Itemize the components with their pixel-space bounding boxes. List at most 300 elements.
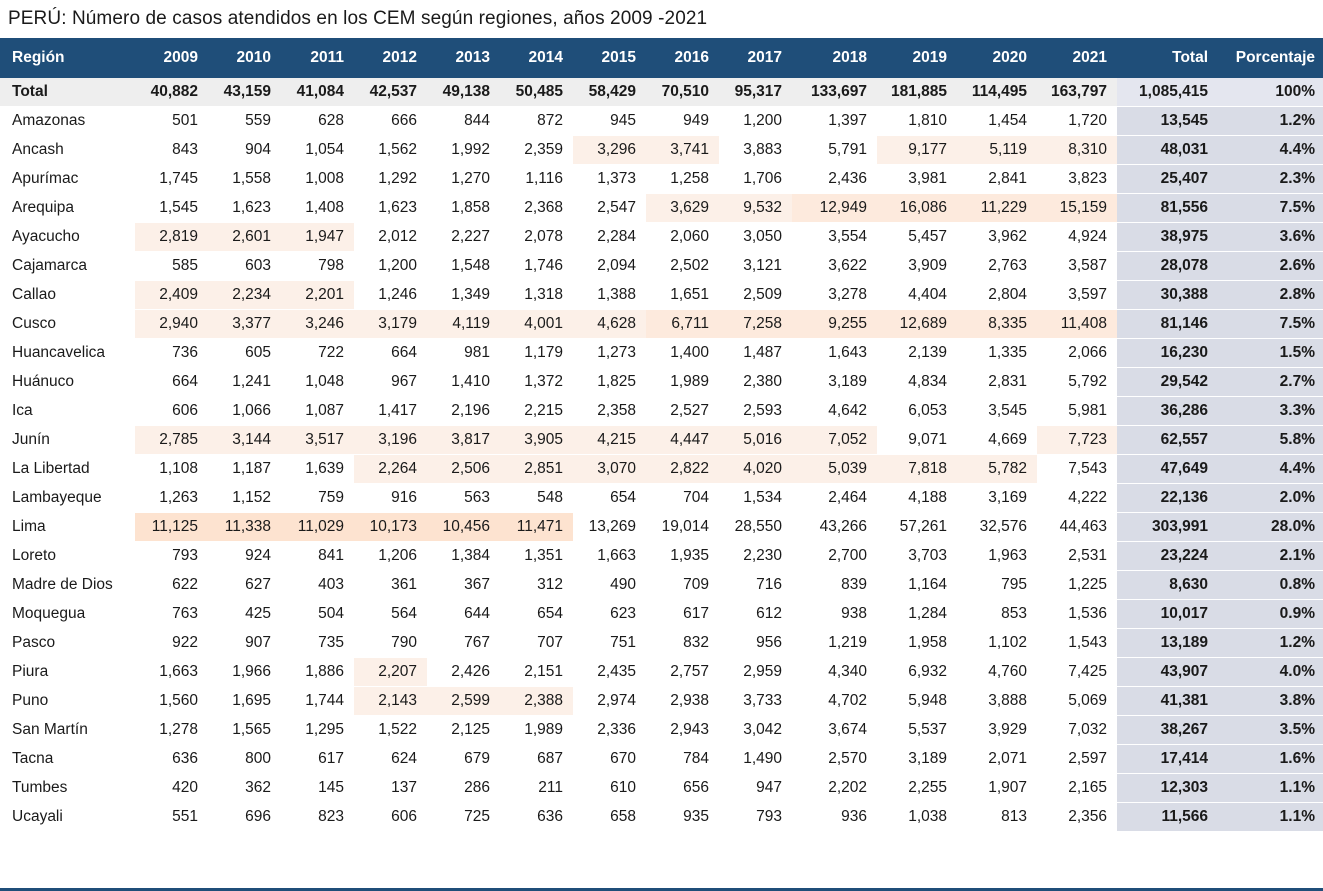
cell-value: 11,029 [281,513,354,542]
cell-value: 2,143 [354,687,427,716]
cell-year-total: 43,159 [208,78,281,107]
cell-value: 2,201 [281,281,354,310]
cell-value: 1,744 [281,687,354,716]
table-row [0,165,1323,194]
cell-value: 981 [427,339,500,368]
cell-value: 2,464 [792,484,877,513]
cell-value: 1,263 [135,484,208,513]
table-body [0,78,1323,832]
cell-value: 1,388 [573,281,646,310]
cell-value: 3,905 [500,426,573,455]
table-row [0,281,1323,310]
cell-value: 1,295 [281,716,354,745]
table-row [0,368,1323,397]
cell-value: 1,206 [354,542,427,571]
cell-value: 654 [500,600,573,629]
cell-value: 2,202 [792,774,877,803]
row-label: Amazonas [0,107,135,136]
cell-value: 2,506 [427,455,500,484]
row-label: Lambayeque [0,484,135,513]
cell-value: 1,966 [208,658,281,687]
cell-value: 1,522 [354,716,427,745]
table-row [0,194,1323,223]
cell-value: 2,336 [573,716,646,745]
row-label: Piura [0,658,135,687]
cell-value: 2,531 [1037,542,1117,571]
cell-value: 3,121 [719,252,792,281]
cell-value: 2,196 [427,397,500,426]
cell-value: 722 [281,339,354,368]
cell-value: 844 [427,107,500,136]
cell-value: 606 [354,803,427,832]
cell-value: 2,234 [208,281,281,310]
cell-year-total: 133,697 [792,78,877,107]
cell-value: 4,404 [877,281,957,310]
cell-value: 43,266 [792,513,877,542]
cell-row-percent: 2.7% [1222,368,1323,397]
cell-row-total: 10,017 [1117,600,1222,629]
cell-value: 5,069 [1037,687,1117,716]
cell-value: 654 [573,484,646,513]
cell-value: 8,310 [1037,136,1117,165]
cell-value: 1,246 [354,281,427,310]
cell-row-total: 1,085,415 [1117,78,1222,107]
table-row [0,716,1323,745]
cell-value: 1,164 [877,571,957,600]
row-label: Cajamarca [0,252,135,281]
cell-value: 1,400 [646,339,719,368]
cell-value: 3,703 [877,542,957,571]
cell-value: 16,086 [877,194,957,223]
cell-value: 6,932 [877,658,957,687]
cell-value: 563 [427,484,500,513]
cell-value: 956 [719,629,792,658]
cell-value: 3,296 [573,136,646,165]
cell-value: 1,663 [573,542,646,571]
cell-value: 1,225 [1037,571,1117,600]
cell-row-percent: 1.1% [1222,803,1323,832]
cell-year-total: 70,510 [646,78,719,107]
cell-value: 3,981 [877,165,957,194]
cell-value: 1,454 [957,107,1037,136]
column-header-year: 2018 [792,38,877,78]
cell-value: 2,763 [957,252,1037,281]
cell-row-total: 30,388 [1117,281,1222,310]
cell-value: 784 [646,745,719,774]
cell-value: 4,642 [792,397,877,426]
cell-row-total: 28,078 [1117,252,1222,281]
cell-value: 947 [719,774,792,803]
cell-row-total: 81,146 [1117,310,1222,339]
cell-value: 7,818 [877,455,957,484]
cell-value: 501 [135,107,208,136]
row-label: Ancash [0,136,135,165]
cell-row-percent: 2.6% [1222,252,1323,281]
cell-row-percent: 1.6% [1222,745,1323,774]
cell-value: 839 [792,571,877,600]
cell-value: 2,502 [646,252,719,281]
cell-value: 1,066 [208,397,281,426]
cell-value: 4,628 [573,310,646,339]
cell-value: 559 [208,107,281,136]
cell-value: 7,032 [1037,716,1117,745]
cell-value: 3,189 [877,745,957,774]
cell-row-percent: 4.0% [1222,658,1323,687]
cell-value: 286 [427,774,500,803]
cell-value: 10,456 [427,513,500,542]
cell-value: 1,258 [646,165,719,194]
cell-value: 137 [354,774,427,803]
cell-value: 5,457 [877,223,957,252]
cell-value: 11,125 [135,513,208,542]
cell-value: 610 [573,774,646,803]
cell-row-percent: 3.8% [1222,687,1323,716]
cell-value: 11,408 [1037,310,1117,339]
table-header [0,38,1323,78]
cell-value: 1,663 [135,658,208,687]
cell-value: 606 [135,397,208,426]
cell-value: 2,284 [573,223,646,252]
cell-row-percent: 1.2% [1222,629,1323,658]
cell-value: 3,050 [719,223,792,252]
row-label: San Martín [0,716,135,745]
cell-value: 362 [208,774,281,803]
cell-value: 2,060 [646,223,719,252]
cell-value: 2,959 [719,658,792,687]
cell-value: 1,241 [208,368,281,397]
cell-row-percent: 2.0% [1222,484,1323,513]
cell-row-percent: 28.0% [1222,513,1323,542]
column-header-year: 2010 [208,38,281,78]
cell-value: 670 [573,745,646,774]
cell-value: 2,368 [500,194,573,223]
cell-year-total: 58,429 [573,78,646,107]
cell-value: 5,981 [1037,397,1117,426]
cell-value: 922 [135,629,208,658]
cell-value: 12,689 [877,310,957,339]
cell-value: 1,116 [500,165,573,194]
cell-value: 2,207 [354,658,427,687]
cell-value: 1,639 [281,455,354,484]
cell-value: 3,929 [957,716,1037,745]
cell-value: 2,547 [573,194,646,223]
table-row [0,136,1323,165]
cell-value: 1,745 [135,165,208,194]
cell-value: 3,169 [957,484,1037,513]
cell-value: 3,554 [792,223,877,252]
table-row [0,513,1323,542]
cell-value: 1,825 [573,368,646,397]
cell-value: 585 [135,252,208,281]
cell-value: 2,066 [1037,339,1117,368]
cell-value: 211 [500,774,573,803]
cell-value: 2,938 [646,687,719,716]
cell-value: 2,974 [573,687,646,716]
cell-value: 1,545 [135,194,208,223]
cell-value: 679 [427,745,500,774]
cell-row-total: 23,224 [1117,542,1222,571]
cell-value: 1,560 [135,687,208,716]
cell-value: 2,409 [135,281,208,310]
cell-value: 2,255 [877,774,957,803]
cell-value: 800 [208,745,281,774]
cell-value: 4,760 [957,658,1037,687]
column-header-year: 2016 [646,38,719,78]
cell-value: 1,273 [573,339,646,368]
cell-value: 1,623 [208,194,281,223]
cell-value: 3,144 [208,426,281,455]
cell-value: 1,963 [957,542,1037,571]
table-row-total [0,78,1323,107]
table-row [0,252,1323,281]
cell-value: 1,543 [1037,629,1117,658]
row-label: Tacna [0,745,135,774]
cell-value: 916 [354,484,427,513]
row-label: La Libertad [0,455,135,484]
cell-value: 3,741 [646,136,719,165]
row-label: Huancavelica [0,339,135,368]
cell-value: 709 [646,571,719,600]
cell-value: 4,340 [792,658,877,687]
row-label: Huánuco [0,368,135,397]
cell-value: 2,757 [646,658,719,687]
header-row [0,38,1323,78]
cell-value: 1,219 [792,629,877,658]
cell-row-total: 17,414 [1117,745,1222,774]
cell-value: 1,008 [281,165,354,194]
cell-value: 5,537 [877,716,957,745]
cell-value: 2,785 [135,426,208,455]
cell-value: 603 [208,252,281,281]
cell-value: 1,351 [500,542,573,571]
cell-year-total: 41,084 [281,78,354,107]
table-row [0,310,1323,339]
cell-value: 2,940 [135,310,208,339]
cell-value: 5,039 [792,455,877,484]
cell-value: 1,284 [877,600,957,629]
row-label: Ayacucho [0,223,135,252]
cell-year-total: 42,537 [354,78,427,107]
cell-value: 5,016 [719,426,792,455]
cell-value: 1,417 [354,397,427,426]
cell-value: 2,078 [500,223,573,252]
table-row [0,687,1323,716]
cell-row-percent: 0.9% [1222,600,1323,629]
row-label: Lima [0,513,135,542]
cell-value: 736 [135,339,208,368]
cell-value: 725 [427,803,500,832]
cell-value: 2,804 [957,281,1037,310]
cell-row-total: 38,975 [1117,223,1222,252]
row-label: Ucayali [0,803,135,832]
cell-year-total: 163,797 [1037,78,1117,107]
cell-value: 3,733 [719,687,792,716]
cell-value: 10,173 [354,513,427,542]
table-row [0,484,1323,513]
cell-value: 3,883 [719,136,792,165]
cell-value: 6,711 [646,310,719,339]
cell-value: 490 [573,571,646,600]
cell-value: 1,054 [281,136,354,165]
cell-value: 1,746 [500,252,573,281]
cell-year-total: 95,317 [719,78,792,107]
cell-value: 605 [208,339,281,368]
cell-value: 1,349 [427,281,500,310]
cell-row-percent: 7.5% [1222,194,1323,223]
cell-value: 3,587 [1037,252,1117,281]
cell-value: 4,834 [877,368,957,397]
cell-value: 3,196 [354,426,427,455]
cell-value: 1,048 [281,368,354,397]
cell-value: 624 [354,745,427,774]
cell-value: 2,819 [135,223,208,252]
cell-value: 1,534 [719,484,792,513]
row-label: Junín [0,426,135,455]
cell-value: 4,702 [792,687,877,716]
cell-value: 656 [646,774,719,803]
cell-value: 145 [281,774,354,803]
cell-value: 617 [646,600,719,629]
cell-value: 2,230 [719,542,792,571]
cell-value: 6,053 [877,397,957,426]
cell-value: 2,435 [573,658,646,687]
cell-value: 7,425 [1037,658,1117,687]
cell-row-total: 43,907 [1117,658,1222,687]
cell-value: 2,139 [877,339,957,368]
cell-value: 3,179 [354,310,427,339]
cell-value: 1,947 [281,223,354,252]
page-title: PERÚ: Número de casos atendidos en los CEM según regiones, años 2009 -2021 [8,8,708,29]
cell-value: 5,119 [957,136,1037,165]
column-header-year: 2014 [500,38,573,78]
cell-value: 12,949 [792,194,877,223]
cell-value: 949 [646,107,719,136]
cell-value: 3,042 [719,716,792,745]
cell-value: 664 [354,339,427,368]
cell-row-percent: 2.3% [1222,165,1323,194]
cell-value: 2,831 [957,368,1037,397]
cell-value: 548 [500,484,573,513]
cell-value: 759 [281,484,354,513]
column-header-year: 2013 [427,38,500,78]
cell-value: 2,012 [354,223,427,252]
cell-row-percent: 1.5% [1222,339,1323,368]
cell-row-total: 8,630 [1117,571,1222,600]
cell-value: 15,159 [1037,194,1117,223]
cell-value: 4,119 [427,310,500,339]
cell-value: 4,001 [500,310,573,339]
cell-value: 504 [281,600,354,629]
cell-value: 3,888 [957,687,1037,716]
table-row [0,107,1323,136]
column-header-percent: Porcentaje [1222,38,1323,78]
cell-value: 622 [135,571,208,600]
cell-row-percent: 7.5% [1222,310,1323,339]
cell-value: 3,070 [573,455,646,484]
cell-row-percent: 3.3% [1222,397,1323,426]
cell-value: 935 [646,803,719,832]
column-header-year: 2020 [957,38,1037,78]
column-header-region: Región [0,38,135,78]
cell-value: 2,943 [646,716,719,745]
cell-value: 420 [135,774,208,803]
cell-value: 872 [500,107,573,136]
cell-value: 4,924 [1037,223,1117,252]
cell-value: 9,071 [877,426,957,455]
cell-value: 1,565 [208,716,281,745]
cell-value: 1,397 [792,107,877,136]
cell-value: 924 [208,542,281,571]
cell-value: 1,372 [500,368,573,397]
cell-row-total: 48,031 [1117,136,1222,165]
cell-value: 3,823 [1037,165,1117,194]
cases-by-region-table [0,38,1323,832]
cell-value: 28,550 [719,513,792,542]
cell-value: 32,576 [957,513,1037,542]
cell-value: 3,278 [792,281,877,310]
cell-value: 4,447 [646,426,719,455]
cell-row-percent: 3.5% [1222,716,1323,745]
row-label: Cusco [0,310,135,339]
cell-value: 1,720 [1037,107,1117,136]
table-row [0,542,1323,571]
cell-value: 3,377 [208,310,281,339]
table-row [0,745,1323,774]
cell-value: 716 [719,571,792,600]
cell-value: 4,188 [877,484,957,513]
cell-value: 8,335 [957,310,1037,339]
cell-value: 312 [500,571,573,600]
cell-year-total: 114,495 [957,78,1037,107]
cell-value: 1,992 [427,136,500,165]
cell-value: 938 [792,600,877,629]
cell-value: 1,548 [427,252,500,281]
cell-row-percent: 0.8% [1222,571,1323,600]
cell-value: 2,700 [792,542,877,571]
cell-row-total: 38,267 [1117,716,1222,745]
cell-value: 3,517 [281,426,354,455]
cell-value: 1,558 [208,165,281,194]
cell-value: 1,695 [208,687,281,716]
column-header-year: 2012 [354,38,427,78]
cell-value: 2,165 [1037,774,1117,803]
cell-value: 1,179 [500,339,573,368]
cell-value: 2,851 [500,455,573,484]
cell-value: 2,356 [1037,803,1117,832]
cell-value: 793 [135,542,208,571]
cell-value: 1,108 [135,455,208,484]
cell-value: 2,822 [646,455,719,484]
cell-value: 367 [427,571,500,600]
cell-value: 1,278 [135,716,208,745]
cell-value: 644 [427,600,500,629]
cell-value: 3,597 [1037,281,1117,310]
table-row [0,339,1323,368]
cell-value: 44,463 [1037,513,1117,542]
row-label: Puno [0,687,135,716]
cell-row-total: 62,557 [1117,426,1222,455]
cell-value: 11,338 [208,513,281,542]
cell-value: 3,622 [792,252,877,281]
cell-value: 361 [354,571,427,600]
cell-value: 5,948 [877,687,957,716]
cell-value: 4,669 [957,426,1037,455]
column-header-year: 2011 [281,38,354,78]
cell-value: 3,909 [877,252,957,281]
cell-value: 658 [573,803,646,832]
column-header-year: 2021 [1037,38,1117,78]
cell-row-total: 22,136 [1117,484,1222,513]
